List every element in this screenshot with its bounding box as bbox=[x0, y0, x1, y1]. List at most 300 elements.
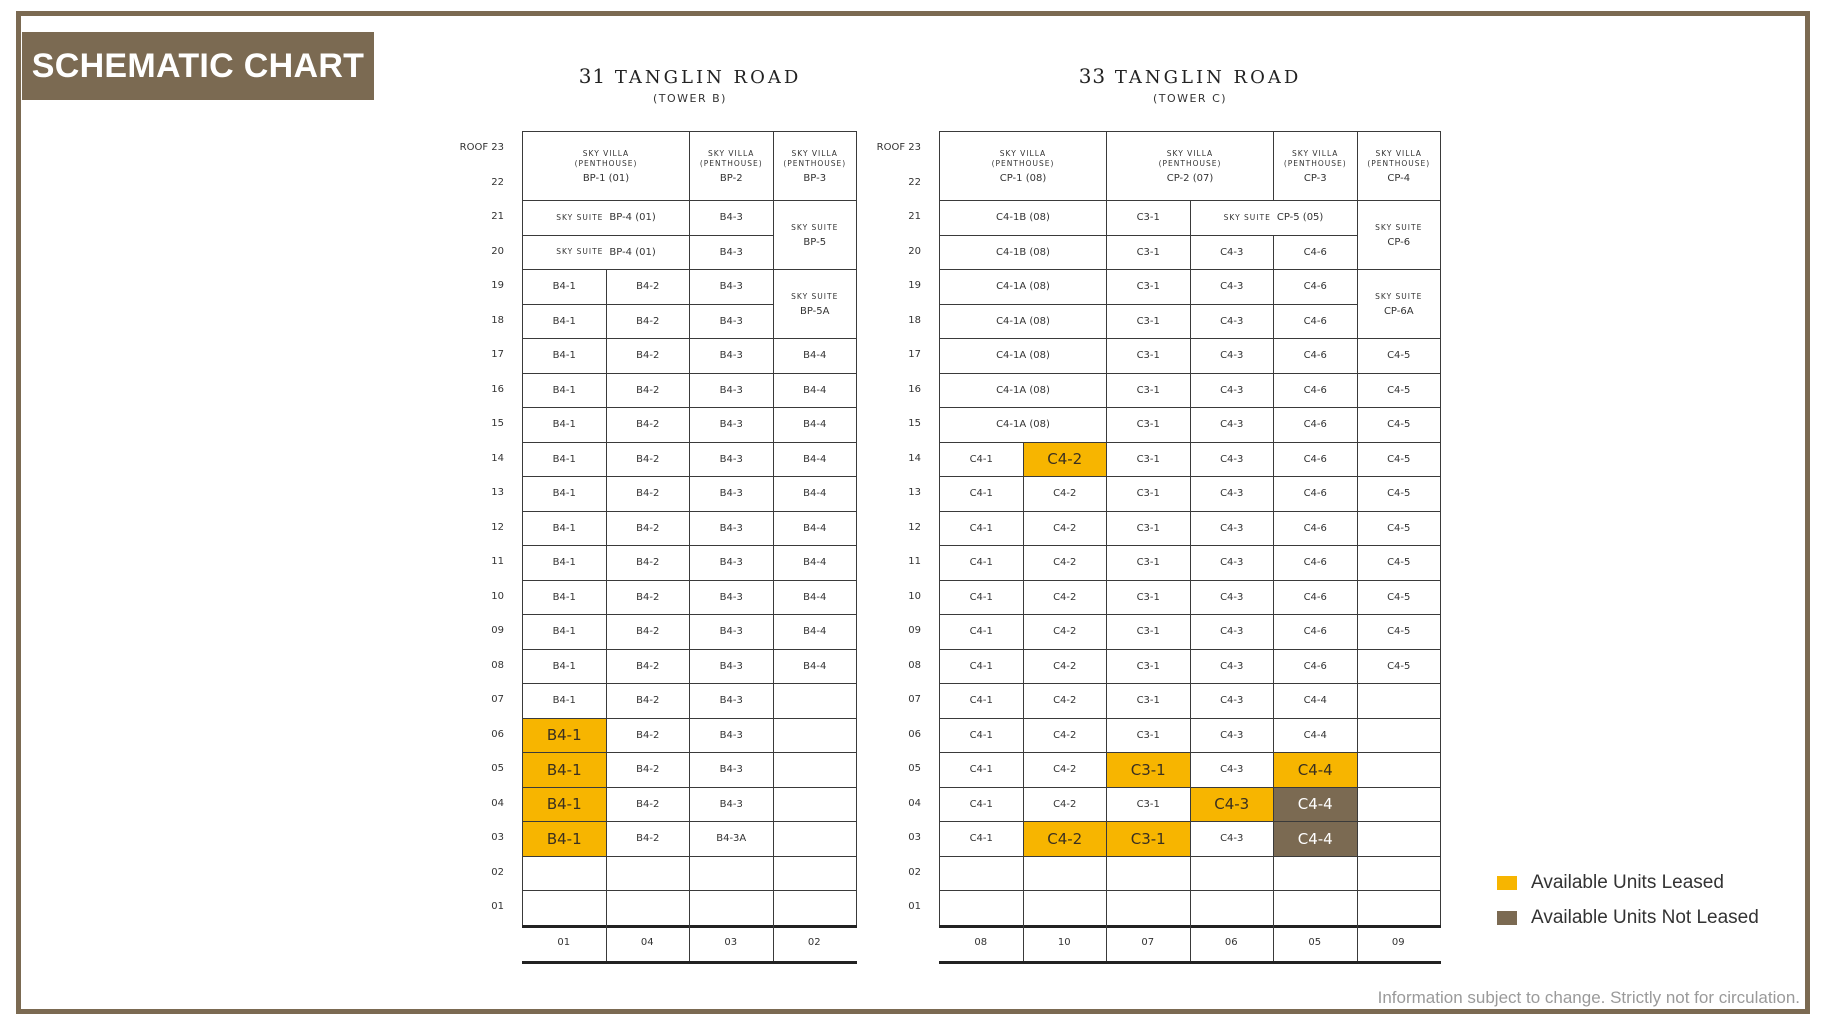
unit-label: B4-1 bbox=[546, 829, 582, 848]
unit-label: C4-1 bbox=[969, 522, 993, 534]
unit-cell bbox=[1357, 580, 1442, 616]
column-label: 08 bbox=[974, 936, 988, 948]
unit-label: B4-1 bbox=[552, 522, 576, 534]
floor-label: 20 bbox=[491, 245, 504, 257]
unit-label: C4-4 bbox=[1303, 729, 1327, 741]
unit-type-label: SKY VILLA bbox=[791, 148, 838, 158]
unit-label: B4-2 bbox=[636, 557, 660, 569]
unit-type-label: SKY VILLA bbox=[582, 148, 630, 158]
unit-cell bbox=[689, 200, 774, 236]
floor-label: 06 bbox=[908, 728, 921, 740]
unit-label: B4-3 bbox=[719, 281, 743, 293]
unit-cell bbox=[1273, 476, 1358, 512]
unit-label: C4-3 bbox=[1220, 488, 1244, 500]
unit-label: B4-2 bbox=[636, 660, 660, 672]
unit-cell bbox=[522, 890, 607, 926]
unit-type-sublabel: (PENTHOUSE) bbox=[1158, 158, 1222, 168]
tower-b-subtitle: (TOWER B) bbox=[653, 92, 727, 105]
column-divider bbox=[1190, 925, 1191, 961]
unit-type-sublabel: (PENTHOUSE) bbox=[1283, 158, 1347, 168]
unit-cell bbox=[522, 407, 607, 443]
unit-cell bbox=[773, 821, 858, 857]
unit-cell bbox=[606, 545, 691, 581]
floor-label: 11 bbox=[908, 556, 921, 568]
unit-cell bbox=[606, 442, 691, 478]
unit-cell bbox=[1106, 856, 1191, 892]
legend-label-leased: Available Units Leased bbox=[1531, 872, 1724, 893]
unit-cell bbox=[689, 787, 774, 823]
unit-label: B4-1 bbox=[552, 695, 576, 707]
unit-cell bbox=[1023, 580, 1108, 616]
unit-cell bbox=[1106, 718, 1191, 754]
unit-label: C3-1 bbox=[1136, 660, 1160, 672]
unit-label: C4-1 bbox=[969, 764, 993, 776]
unit-label: B4-3 bbox=[719, 626, 743, 638]
unit-cell bbox=[1190, 649, 1275, 685]
unit-cell bbox=[939, 200, 1107, 236]
unit-label: B4-2 bbox=[636, 729, 660, 741]
column-divider bbox=[773, 925, 774, 961]
unit-label: C4-1B (08) bbox=[996, 212, 1050, 224]
unit-cell bbox=[1190, 511, 1275, 547]
legend-item-not-leased bbox=[1497, 907, 1759, 929]
unit-label: C4-5 bbox=[1387, 419, 1411, 431]
unit-label: C3-1 bbox=[1136, 729, 1160, 741]
floor-label: 01 bbox=[908, 901, 921, 913]
unit-label: C4-1 bbox=[969, 591, 993, 603]
unit-label: C4-2 bbox=[1053, 764, 1077, 776]
unit-label: B4-1 bbox=[546, 726, 582, 745]
floor-label: 18 bbox=[491, 314, 504, 326]
column-label: 07 bbox=[1141, 936, 1155, 948]
unit-cell bbox=[1190, 545, 1275, 581]
unit-label: C4-1 bbox=[969, 729, 993, 741]
unit-cell bbox=[1106, 269, 1191, 305]
unit-type-label: SKY SUITE bbox=[556, 212, 604, 222]
unit-cell bbox=[1106, 787, 1191, 823]
unit-label: C4-1 bbox=[969, 695, 993, 707]
unit-cell-leased bbox=[522, 752, 607, 788]
legend-swatch-leased bbox=[1497, 876, 1517, 890]
unit-cell bbox=[773, 407, 858, 443]
unit-label: B4-1 bbox=[552, 557, 576, 569]
unit-type-label: SKY SUITE bbox=[1375, 222, 1423, 232]
unit-cell bbox=[1190, 890, 1275, 926]
floor-label: 18 bbox=[908, 314, 921, 326]
unit-cell bbox=[1273, 304, 1358, 340]
unit-cell bbox=[1357, 787, 1442, 823]
unit-cell bbox=[939, 476, 1024, 512]
unit-cell bbox=[939, 338, 1107, 374]
unit-cell bbox=[773, 787, 858, 823]
unit-type-label: SKY SUITE bbox=[1223, 212, 1271, 222]
unit-cell-leased bbox=[1023, 821, 1108, 857]
unit-label: BP-2 bbox=[719, 172, 743, 184]
unit-cell bbox=[1273, 338, 1358, 374]
unit-label: C3-1 bbox=[1136, 695, 1160, 707]
unit-cell bbox=[1106, 373, 1191, 409]
unit-cell bbox=[1023, 752, 1108, 788]
column-label: 01 bbox=[557, 936, 571, 948]
unit-cell bbox=[1106, 476, 1191, 512]
unit-label: B4-3 bbox=[719, 729, 743, 741]
unit-cell bbox=[939, 718, 1024, 754]
floor-label: 21 bbox=[491, 211, 504, 223]
tower-c-name bbox=[1040, 64, 1340, 88]
unit-cell bbox=[1023, 890, 1108, 926]
unit-cell bbox=[939, 373, 1107, 409]
floor-label: 19 bbox=[908, 280, 921, 292]
unit-cell bbox=[1357, 752, 1442, 788]
unit-label: B4-2 bbox=[636, 798, 660, 810]
floor-label: 16 bbox=[491, 383, 504, 395]
unit-cell bbox=[1190, 856, 1275, 892]
unit-label: C3-1 bbox=[1130, 829, 1166, 848]
unit-label: B4-2 bbox=[636, 488, 660, 500]
grid-bottom-line bbox=[939, 961, 1441, 964]
unit-cell bbox=[522, 856, 607, 892]
unit-label: B4-2 bbox=[636, 315, 660, 327]
unit-cell bbox=[1357, 614, 1442, 650]
unit-label: C4-6 bbox=[1303, 419, 1327, 431]
unit-cell bbox=[939, 683, 1024, 719]
unit-label: C4-1 bbox=[969, 660, 993, 672]
unit-cell bbox=[773, 442, 858, 478]
unit-cell bbox=[1190, 269, 1275, 305]
unit-label: C4-5 bbox=[1387, 488, 1411, 500]
floor-label: 22 bbox=[908, 176, 921, 188]
unit-label: C4-6 bbox=[1303, 281, 1327, 293]
unit-cell bbox=[606, 649, 691, 685]
unit-cell-not-leased bbox=[1273, 787, 1358, 823]
unit-cell bbox=[1190, 821, 1275, 857]
unit-label: C3-1 bbox=[1136, 591, 1160, 603]
unit-cell bbox=[606, 821, 691, 857]
unit-label: B4-4 bbox=[803, 591, 827, 603]
unit-cell-leased bbox=[1106, 752, 1191, 788]
unit-label: B4-2 bbox=[636, 350, 660, 362]
unit-label: C4-3 bbox=[1220, 833, 1244, 845]
tower-c-heading bbox=[1040, 64, 1340, 105]
unit-label: C4-2 bbox=[1053, 488, 1077, 500]
unit-cell bbox=[1190, 476, 1275, 512]
unit-label: B4-2 bbox=[636, 764, 660, 776]
floor-label: 09 bbox=[908, 625, 921, 637]
unit-label: C4-1 bbox=[969, 798, 993, 810]
unit-label: C4-3 bbox=[1220, 660, 1244, 672]
unit-label: C3-1 bbox=[1136, 384, 1160, 396]
unit-label: C4-2 bbox=[1053, 557, 1077, 569]
floor-label: 13 bbox=[908, 487, 921, 499]
unit-cell bbox=[939, 269, 1107, 305]
unit-label: B4-4 bbox=[803, 660, 827, 672]
floor-label: 10 bbox=[908, 590, 921, 602]
unit-label: C4-5 bbox=[1387, 350, 1411, 362]
unit-label: B4-1 bbox=[552, 488, 576, 500]
unit-label: B4-3 bbox=[719, 384, 743, 396]
unit-cell bbox=[1190, 580, 1275, 616]
unit-cell bbox=[1357, 890, 1442, 926]
column-label: 03 bbox=[724, 936, 738, 948]
floor-label: 02 bbox=[491, 866, 504, 878]
unit-cell bbox=[1273, 890, 1358, 926]
unit-cell bbox=[1106, 131, 1274, 201]
floor-label: 21 bbox=[908, 211, 921, 223]
unit-label: B4-1 bbox=[552, 453, 576, 465]
unit-label: C4-1A (08) bbox=[996, 281, 1050, 293]
page-frame bbox=[16, 11, 1810, 1014]
unit-label: BP-4 (01) bbox=[609, 246, 656, 258]
unit-cell bbox=[522, 338, 607, 374]
unit-type-label: SKY SUITE bbox=[791, 222, 839, 232]
unit-inline-row bbox=[556, 247, 656, 258]
unit-cell bbox=[606, 683, 691, 719]
unit-label: C3-1 bbox=[1136, 315, 1160, 327]
floor-label: 01 bbox=[491, 901, 504, 913]
unit-label: B4-3 bbox=[719, 212, 743, 224]
unit-cell bbox=[689, 338, 774, 374]
column-label: 04 bbox=[640, 936, 654, 948]
floor-label: 05 bbox=[908, 763, 921, 775]
unit-label: C4-3 bbox=[1220, 626, 1244, 638]
unit-cell bbox=[522, 200, 690, 236]
unit-type-sublabel: (PENTHOUSE) bbox=[783, 158, 847, 168]
unit-cell bbox=[1023, 718, 1108, 754]
unit-cell bbox=[1357, 821, 1442, 857]
unit-label: C4-3 bbox=[1220, 315, 1244, 327]
unit-cell bbox=[689, 545, 774, 581]
page-title: SCHEMATIC CHART bbox=[22, 32, 374, 100]
unit-label: C4-5 bbox=[1387, 557, 1411, 569]
unit-cell bbox=[689, 614, 774, 650]
unit-label: B4-1 bbox=[546, 795, 582, 814]
unit-label: C3-1 bbox=[1136, 488, 1160, 500]
unit-label: B4-4 bbox=[803, 453, 827, 465]
floor-label: 03 bbox=[491, 832, 504, 844]
unit-cell-leased bbox=[1023, 442, 1108, 478]
unit-label: B4-1 bbox=[552, 281, 576, 293]
unit-cell bbox=[1190, 407, 1275, 443]
floor-label: 17 bbox=[491, 349, 504, 361]
floor-label: 04 bbox=[908, 797, 921, 809]
unit-cell bbox=[939, 442, 1024, 478]
unit-label: C4-3 bbox=[1220, 246, 1244, 258]
unit-cell bbox=[1357, 718, 1442, 754]
unit-cell bbox=[689, 269, 774, 305]
unit-label: C4-5 bbox=[1387, 591, 1411, 603]
unit-label: BP-4 (01) bbox=[609, 212, 656, 224]
unit-cell bbox=[1357, 476, 1442, 512]
unit-cell bbox=[522, 649, 607, 685]
unit-cell bbox=[1106, 442, 1191, 478]
unit-cell bbox=[1357, 200, 1442, 270]
unit-cell bbox=[1106, 407, 1191, 443]
unit-cell bbox=[939, 580, 1024, 616]
unit-label: B4-3 bbox=[719, 350, 743, 362]
unit-cell bbox=[689, 890, 774, 926]
unit-label: B4-3 bbox=[719, 315, 743, 327]
unit-label: B4-3 bbox=[719, 488, 743, 500]
unit-label: B4-4 bbox=[803, 557, 827, 569]
column-label: 05 bbox=[1308, 936, 1322, 948]
unit-label: C4-3 bbox=[1220, 384, 1244, 396]
unit-label: C4-3 bbox=[1220, 453, 1244, 465]
unit-inline-row bbox=[556, 212, 656, 223]
unit-label: B4-3 bbox=[719, 557, 743, 569]
unit-label: C4-3 bbox=[1220, 764, 1244, 776]
unit-label: C4-6 bbox=[1303, 384, 1327, 396]
floor-label: 22 bbox=[491, 176, 504, 188]
column-divider bbox=[1357, 925, 1358, 961]
floor-label: 04 bbox=[491, 797, 504, 809]
floor-label: 20 bbox=[908, 245, 921, 257]
unit-cell bbox=[1023, 545, 1108, 581]
unit-type-label: SKY VILLA bbox=[708, 148, 755, 158]
unit-cell bbox=[1273, 614, 1358, 650]
unit-cell bbox=[1023, 787, 1108, 823]
floor-label: 14 bbox=[908, 452, 921, 464]
unit-label: C3-1 bbox=[1136, 281, 1160, 293]
unit-cell bbox=[773, 890, 858, 926]
unit-cell bbox=[689, 131, 774, 201]
unit-label: C4-3 bbox=[1220, 419, 1244, 431]
unit-cell bbox=[1273, 580, 1358, 616]
floor-label: ROOF 23 bbox=[876, 142, 921, 154]
unit-label: C4-1 bbox=[969, 626, 993, 638]
floor-label: 11 bbox=[491, 556, 504, 568]
unit-label: B4-3A bbox=[716, 833, 747, 845]
unit-label: C4-1A (08) bbox=[996, 419, 1050, 431]
unit-label: B4-3 bbox=[719, 419, 743, 431]
unit-label: C4-1A (08) bbox=[996, 315, 1050, 327]
unit-cell bbox=[689, 580, 774, 616]
unit-cell bbox=[773, 200, 858, 270]
unit-cell bbox=[522, 304, 607, 340]
unit-label: C4-5 bbox=[1387, 660, 1411, 672]
unit-cell-not-leased bbox=[1273, 821, 1358, 857]
unit-cell bbox=[939, 545, 1024, 581]
unit-cell bbox=[1357, 442, 1442, 478]
unit-cell bbox=[606, 856, 691, 892]
unit-cell bbox=[1190, 614, 1275, 650]
unit-label: B4-2 bbox=[636, 833, 660, 845]
tower-c-subtitle: (TOWER C) bbox=[1152, 92, 1228, 105]
unit-cell bbox=[939, 821, 1024, 857]
unit-cell bbox=[606, 752, 691, 788]
unit-cell bbox=[1273, 235, 1358, 271]
unit-label: C4-4 bbox=[1303, 695, 1327, 707]
unit-cell bbox=[689, 683, 774, 719]
unit-cell bbox=[1106, 614, 1191, 650]
unit-label: C4-1 bbox=[969, 488, 993, 500]
unit-label: C4-2 bbox=[1053, 798, 1077, 810]
unit-label: B4-3 bbox=[719, 246, 743, 258]
unit-label: B4-4 bbox=[803, 350, 827, 362]
unit-cell bbox=[1273, 545, 1358, 581]
unit-label: B4-3 bbox=[719, 798, 743, 810]
unit-cell bbox=[1023, 683, 1108, 719]
unit-cell bbox=[939, 304, 1107, 340]
unit-label: B4-1 bbox=[546, 760, 582, 779]
unit-type-label: SKY VILLA bbox=[1292, 148, 1339, 158]
unit-label: CP-2 (07) bbox=[1166, 172, 1214, 184]
unit-type-sublabel: (PENTHOUSE) bbox=[699, 158, 763, 168]
unit-cell bbox=[522, 235, 690, 271]
unit-label: B4-1 bbox=[552, 626, 576, 638]
unit-label: B4-2 bbox=[636, 281, 660, 293]
unit-label: C3-1 bbox=[1136, 350, 1160, 362]
unit-type-sublabel: (PENTHOUSE) bbox=[574, 158, 638, 168]
unit-label: CP-4 bbox=[1387, 172, 1411, 184]
unit-label: C4-1B (08) bbox=[996, 246, 1050, 258]
floor-label: 06 bbox=[491, 728, 504, 740]
unit-label: C4-5 bbox=[1387, 522, 1411, 534]
unit-cell bbox=[606, 580, 691, 616]
footnote: Information subject to change. Strictly not for circulation. bbox=[1377, 988, 1800, 1007]
unit-label: B4-4 bbox=[803, 626, 827, 638]
unit-cell bbox=[1357, 545, 1442, 581]
unit-label: C4-1A (08) bbox=[996, 350, 1050, 362]
unit-cell bbox=[773, 649, 858, 685]
unit-label: C4-3 bbox=[1214, 795, 1250, 814]
unit-type-label: SKY SUITE bbox=[556, 247, 604, 257]
floor-label: 10 bbox=[491, 590, 504, 602]
unit-cell bbox=[1273, 373, 1358, 409]
unit-cell bbox=[1106, 235, 1191, 271]
unit-label: C4-6 bbox=[1303, 315, 1327, 327]
floor-label: 13 bbox=[491, 487, 504, 499]
unit-cell bbox=[773, 614, 858, 650]
unit-cell bbox=[522, 580, 607, 616]
unit-cell bbox=[939, 131, 1107, 201]
floor-label: 19 bbox=[491, 280, 504, 292]
unit-label: B4-2 bbox=[636, 384, 660, 396]
unit-label: B4-2 bbox=[636, 626, 660, 638]
unit-label: C4-3 bbox=[1220, 729, 1244, 741]
unit-cell bbox=[1190, 442, 1275, 478]
unit-label: B4-4 bbox=[803, 419, 827, 431]
unit-label: B4-2 bbox=[636, 522, 660, 534]
unit-cell bbox=[1190, 304, 1275, 340]
unit-cell-leased bbox=[522, 821, 607, 857]
unit-cell bbox=[773, 476, 858, 512]
unit-cell-leased bbox=[1106, 821, 1191, 857]
unit-label: BP-5A bbox=[800, 305, 830, 317]
unit-label: C4-6 bbox=[1303, 453, 1327, 465]
unit-cell bbox=[522, 442, 607, 478]
unit-label: C4-3 bbox=[1220, 281, 1244, 293]
unit-label: C4-2 bbox=[1053, 695, 1077, 707]
unit-label: C4-4 bbox=[1297, 795, 1333, 814]
unit-label: BP-5 bbox=[803, 236, 827, 248]
unit-cell bbox=[689, 752, 774, 788]
unit-cell bbox=[1357, 373, 1442, 409]
unit-label: C4-2 bbox=[1053, 591, 1077, 603]
unit-cell bbox=[1190, 373, 1275, 409]
unit-label: C4-3 bbox=[1220, 350, 1244, 362]
unit-cell bbox=[1273, 407, 1358, 443]
unit-cell bbox=[1190, 752, 1275, 788]
unit-label: B4-4 bbox=[803, 488, 827, 500]
floor-label: ROOF 23 bbox=[459, 142, 504, 154]
unit-cell bbox=[773, 131, 858, 201]
unit-cell bbox=[606, 338, 691, 374]
unit-label: C4-5 bbox=[1387, 453, 1411, 465]
unit-label: C3-1 bbox=[1136, 522, 1160, 534]
unit-cell bbox=[689, 511, 774, 547]
unit-type-label: SKY VILLA bbox=[1375, 148, 1422, 158]
unit-cell bbox=[773, 373, 858, 409]
